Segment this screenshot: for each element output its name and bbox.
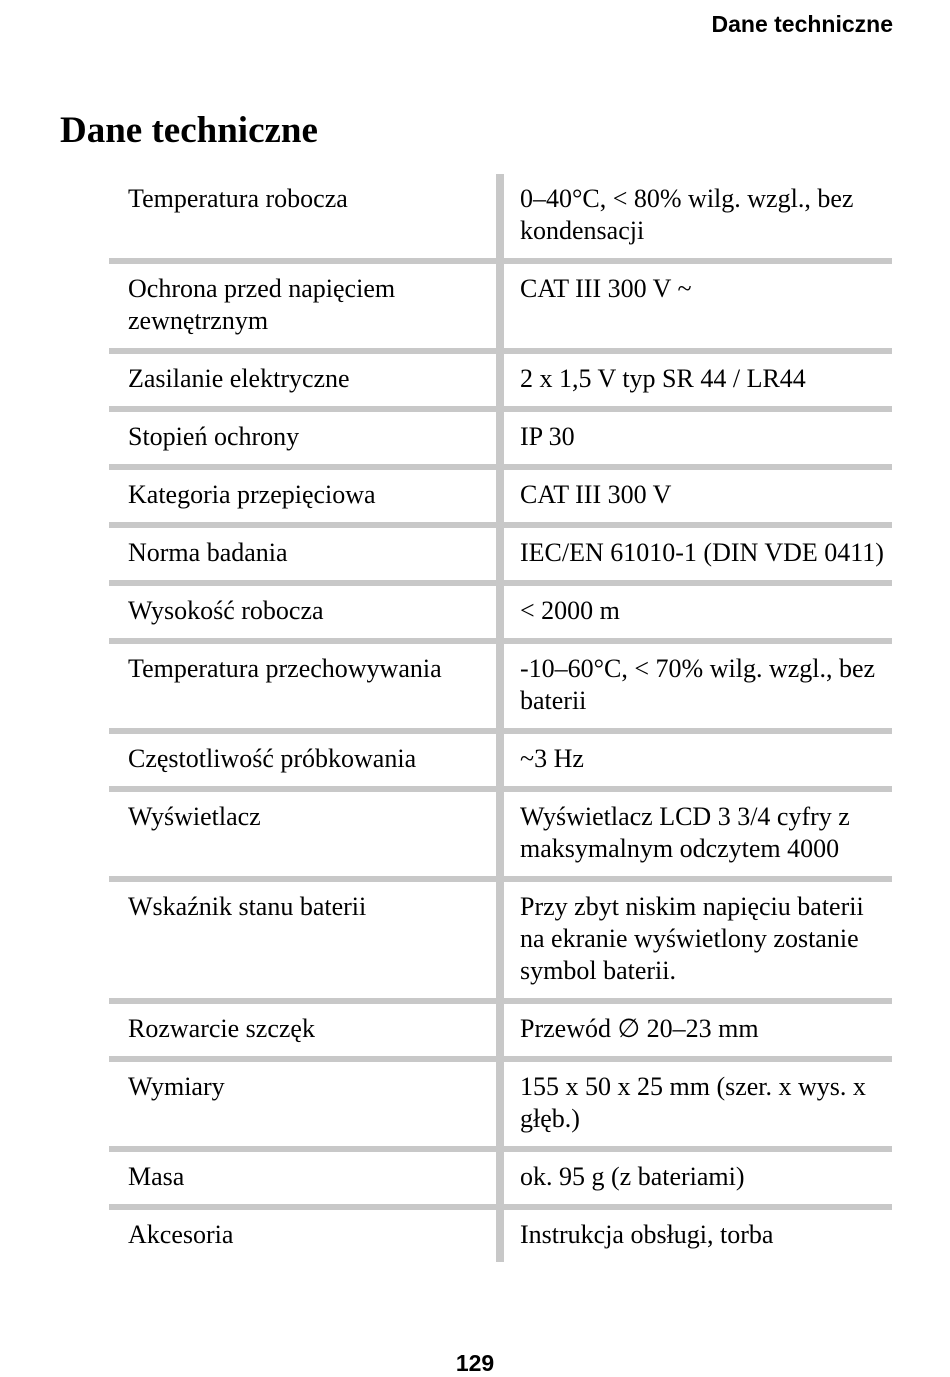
table-row (109, 174, 892, 261)
spec-label: Częstotliwość próbkowania (109, 731, 500, 789)
table-row (109, 261, 892, 351)
spec-value: ~3 Hz (500, 731, 892, 789)
table-row (109, 409, 892, 467)
table-row (109, 467, 892, 525)
table-row (109, 1059, 892, 1149)
spec-value: 155 x 50 x 25 mm (szer. x wys. x głęb.) (500, 1059, 892, 1149)
spec-value: Przewód ∅ 20–23 mm (500, 1001, 892, 1059)
table-row (109, 583, 892, 641)
page-number: 129 (455, 1350, 495, 1376)
table-row (109, 731, 892, 789)
spec-label: Rozwarcie szczęk (109, 1001, 500, 1059)
table-row (109, 351, 892, 409)
spec-value: Wyświetlacz LCD 3 3/4 cyfry z maksymalnym odczytem 4000 (500, 789, 892, 879)
table-row (109, 789, 892, 879)
spec-value: IP 30 (500, 409, 892, 467)
spec-value: CAT III 300 V (500, 467, 892, 525)
spec-label: Masa (109, 1149, 500, 1207)
spec-label: Wysokość robocza (109, 583, 500, 641)
table-row (109, 1149, 892, 1207)
spec-label: Kategoria przepięciowa (109, 467, 500, 525)
table-row (109, 1207, 892, 1262)
spec-value: IEC/EN 61010-1 (DIN VDE 0411) (500, 525, 892, 583)
spec-value: ok. 95 g (z bateriami) (500, 1149, 892, 1207)
spec-label: Temperatura przechowywania (109, 641, 500, 731)
spec-value: -10–60°C, < 70% wilg. wzgl., bez baterii (500, 641, 892, 731)
spec-value: CAT III 300 V ~ (500, 261, 892, 351)
table-row (109, 879, 892, 1001)
table-row (109, 525, 892, 583)
spec-value: 0–40°C, < 80% wilg. wzgl., bez kondensacji (500, 174, 892, 261)
spec-label: Zasilanie elektryczne (109, 351, 500, 409)
spec-value: Instrukcja obsługi, torba (520, 1220, 774, 1249)
running-header: Dane techniczne (711, 11, 893, 37)
spec-label: Akcesoria (109, 1207, 500, 1262)
spec-label: Wyświetlacz (109, 789, 500, 879)
spec-value: 2 x 1,5 V typ SR 44 / LR44 (500, 351, 892, 409)
spec-value: Przy zbyt niskim napięciu baterii na ekranie wyświetlony zostanie symbol baterii. (500, 879, 892, 1001)
spec-value: < 2000 m (500, 583, 892, 641)
spec-label: Wskaźnik stanu baterii (109, 879, 500, 1001)
spec-label: Wymiary (109, 1059, 500, 1149)
spec-label: Ochrona przed napięciem zewnętrznym (109, 261, 500, 351)
table-row (109, 641, 892, 731)
page-title: Dane techniczne (60, 110, 318, 151)
spec-label: Stopień ochrony (109, 409, 500, 467)
table-row (109, 1001, 892, 1059)
spec-label: Temperatura robocza (109, 174, 500, 261)
spec-label: Norma badania (109, 525, 500, 583)
spec-table (109, 174, 892, 1262)
